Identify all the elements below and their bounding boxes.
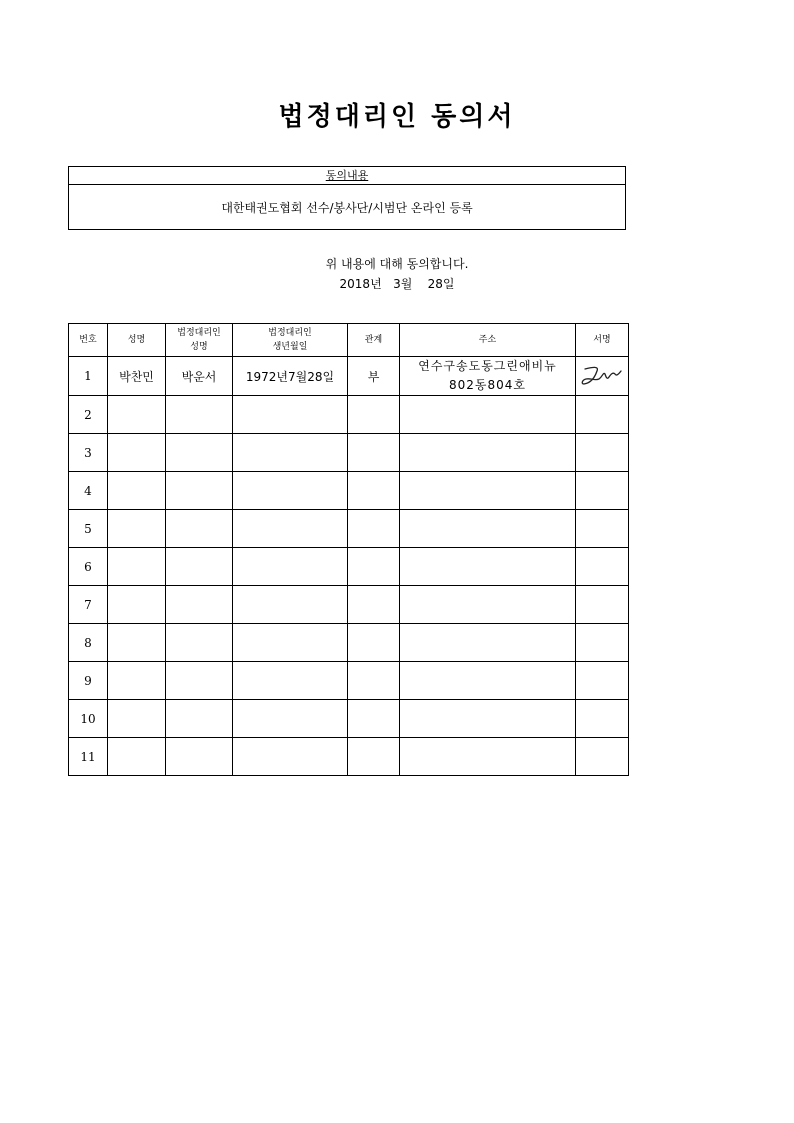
header-guardian-name: 법정대리인 성명 — [166, 324, 233, 357]
table-row — [69, 586, 629, 624]
row-no: 7 — [69, 586, 108, 624]
handwritten-signature — [579, 361, 625, 391]
row-no: 2 — [69, 396, 108, 434]
header-no: 번호 — [69, 324, 108, 357]
table-row — [69, 738, 629, 776]
agreement-statement: 위 내용에 대해 동의합니다. — [325, 257, 469, 271]
agreement-statement-block — [0, 254, 794, 294]
table-row — [69, 700, 629, 738]
table-row — [69, 472, 629, 510]
table-row — [69, 624, 629, 662]
consent-body: 대한태권도협회 선수/봉사단/시범단 온라인 등록 — [221, 201, 473, 215]
consent-content-box — [68, 166, 626, 230]
header-signature: 서명 — [576, 324, 629, 357]
header-guardian-birth: 법정대리인 생년월일 — [233, 324, 348, 357]
row-no: 9 — [69, 662, 108, 700]
consent-roster-table — [68, 323, 629, 776]
row-no: 10 — [69, 700, 108, 738]
agreement-date: 2018년 3월 28일 — [339, 277, 455, 291]
table-row — [69, 396, 629, 434]
row-address-line2: 802동804호 — [449, 378, 526, 392]
row-guardian-birth: 1972년7월28일 — [233, 357, 348, 396]
row-no: 11 — [69, 738, 108, 776]
row-guardian-name: 박운서 — [166, 357, 233, 396]
header-address: 주소 — [400, 324, 576, 357]
table-row — [69, 357, 629, 396]
row-no: 3 — [69, 434, 108, 472]
table-header-row — [69, 324, 629, 357]
table-row — [69, 662, 629, 700]
row-signature — [576, 357, 629, 396]
consent-header: 동의내용 — [69, 167, 625, 185]
row-address-line1: 연수구송도동그린애비뉴 — [418, 359, 557, 373]
table-row — [69, 510, 629, 548]
row-no: 1 — [69, 357, 108, 396]
document-title: 법정대리인 동의서 — [278, 102, 516, 132]
header-name: 성명 — [108, 324, 166, 357]
row-no: 8 — [69, 624, 108, 662]
row-no: 4 — [69, 472, 108, 510]
row-no: 5 — [69, 510, 108, 548]
table-row — [69, 434, 629, 472]
row-address — [400, 357, 576, 396]
row-no: 6 — [69, 548, 108, 586]
row-relation: 부 — [348, 357, 400, 396]
row-name: 박찬민 — [108, 357, 166, 396]
table-row — [69, 548, 629, 586]
header-relation: 관계 — [348, 324, 400, 357]
